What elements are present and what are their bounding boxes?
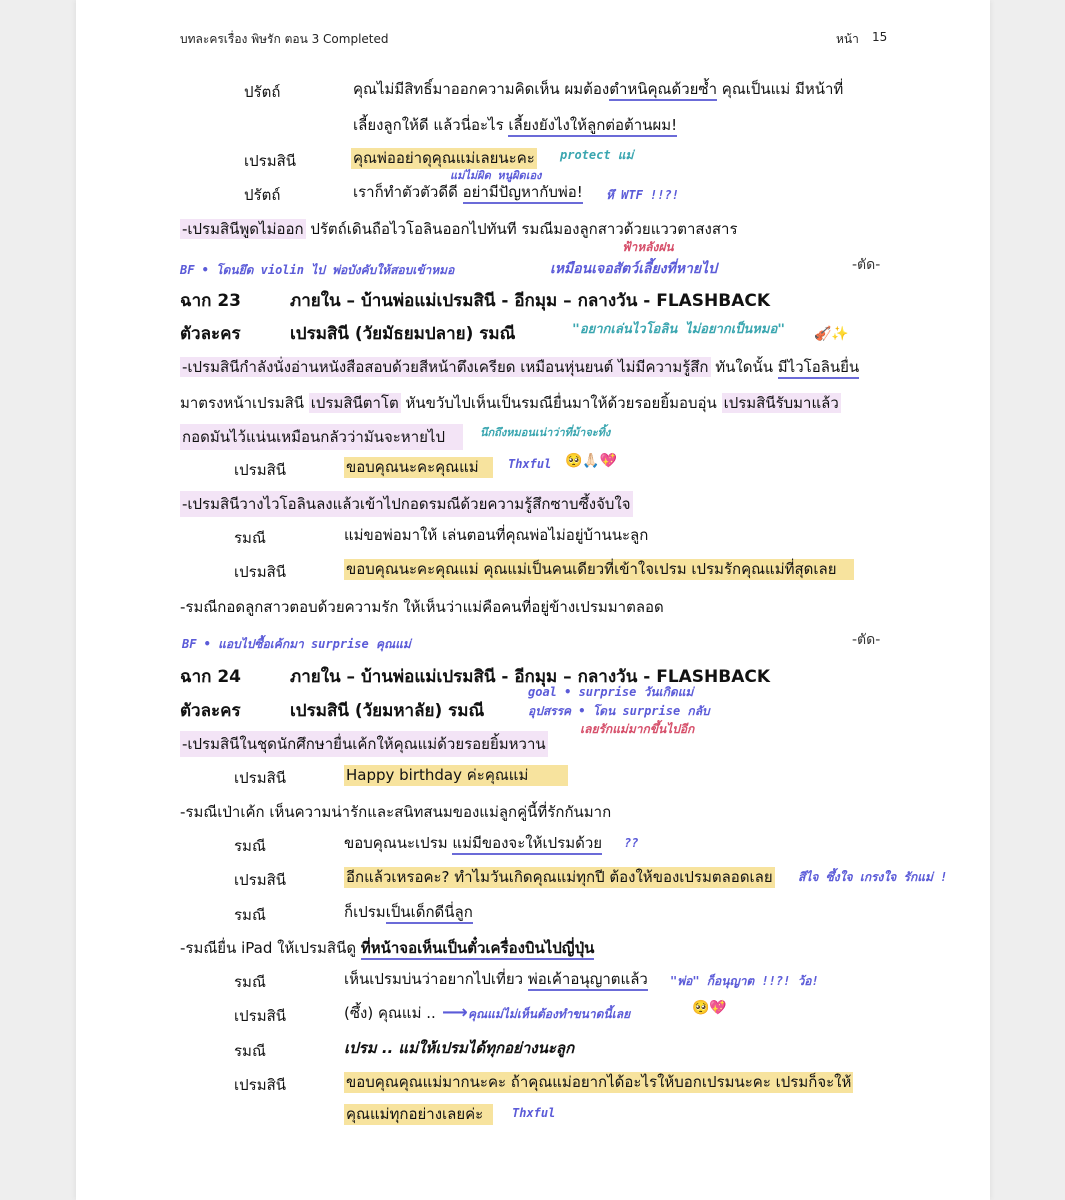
speaker: ปรัตถ์ [244, 83, 281, 101]
speaker: เปรมสินี [244, 152, 297, 170]
action-line: -เปรมสินีในชุดนักศึกษายื่นเค้กให้คุณแม่ด้วยรอยยิ้มหวาน [180, 731, 548, 757]
action-line: -เปรมสินีวางไวโอลินลงแล้วเข้าไปกอดรมณีด้วยความรู้สึกซาบซึ้งจับใจ [180, 491, 633, 517]
dialogue-line: เราก็ทำตัวตัวดีดี อย่ามีปัญหากับพ่อ! [353, 183, 583, 202]
annotation: BF • แอบไปซื้อเค้กมา surprise คุณแม่ [182, 637, 411, 651]
annotation: "พ่อ" ก็อนุญาต !!?! ว้อ! [670, 974, 819, 988]
underlined-text: เลี้ยงยังไงให้ลูกต่อต้านผม! [508, 116, 677, 137]
emoji-group: 🥺🙏🏻💖 [565, 453, 618, 469]
annotation: "อยากเล่นไวโอลิน ไม่อยากเป็นหมอ" [572, 322, 786, 337]
speaker: รมณี [234, 973, 266, 991]
dialogue-highlight: ขอบคุณนะคะคุณแม่ คุณแม่เป็นคนเดียวที่เข้าใจเปรม เปรมรักคุณแม่ที่สุดเลย [344, 559, 854, 580]
document-title: บทละครเรื่อง พิษรัก ตอน 3 Completed [180, 32, 389, 46]
annotation: Thxful [508, 457, 552, 471]
speaker: รมณี [234, 529, 266, 547]
action-line: -เปรมสินีพูดไม่ออก ปรัตถ์เดินถือไวโอลินออกไปทันที รมณีมองลูกสาวด้วยแววตาสงสาร [182, 220, 738, 238]
annotation: protect แม่ [560, 148, 634, 162]
action-line: -เปรมสินีกำลังนั่งอ่านหนังสือสอบด้วยสีหน้าตึงเครียด เหมือนหุ่นยนต์ ไม่มีความรู้สึก ทันใดนั้น มีไวโอลินยื่น [180, 355, 859, 379]
annotation: อุปสรรค • โดน surprise กลับ [528, 704, 710, 718]
speaker: เปรมสินี [234, 871, 287, 889]
dialogue-highlight: ขอบคุณนะคะคุณแม่ [344, 457, 493, 478]
annotation: แม่ไม่ผิด หนูผิดเอง [450, 169, 542, 182]
dialogue-line: แม่ขอพ่อมาให้ เล่นตอนที่คุณพ่อไม่อยู่บ้านนะลูก [344, 526, 649, 544]
speaker: เปรมสินี [234, 1007, 287, 1025]
action-line: -รมณีกอดลูกสาวตอบด้วยความรัก ให้เห็นว่าแม่คือคนที่อยู่ข้างเปรมมาตลอด [180, 598, 664, 616]
annotation: เหมือนเจอสัตว์เลี้ยงที่หายไป [550, 261, 717, 277]
annotation: Thxful [512, 1106, 556, 1120]
annotation: สีไจ ซึ้งใจ เกรงใจ รักแม่ ! [798, 870, 948, 884]
annotation: เลยรักแม่มากขึ้นไปอีก [580, 722, 695, 736]
annotation: ?? [624, 836, 639, 850]
emoji-group: 🥺💖 [692, 1000, 727, 1016]
dialogue-line: เลี้ยงลูกให้ดี แล้วนี่อะไร เลี้ยงยังไงให้ลูกต่อต้านผม! [353, 116, 677, 135]
dialogue-highlight: Happy birthday ค่ะคุณแม่ [344, 765, 568, 786]
action-line: -รมณียื่น iPad ให้เปรมสินีดู ที่หน้าจอเห็นเป็นตั๋วเครื่องบินไปญี่ปุ่น [180, 936, 594, 960]
dialogue-line: คุณไม่มีสิทธิ์มาออกความคิดเห็น ผมต้องตำหนิคุณด้วยซ้ำ คุณเป็นแม่ มีหน้าที่ [353, 80, 843, 99]
speaker: รมณี [234, 1042, 266, 1060]
characters-label: ตัวละคร [180, 701, 241, 721]
dialogue-line: ก็เปรมเป็นเด็กดีนี่ลูก [344, 903, 473, 922]
arrow-icon: ⟶ [442, 1002, 468, 1023]
action-line: กอดมันไว้แน่นเหมือนกลัวว่ามันจะหายไป [180, 424, 463, 450]
dialogue-highlight: คุณแม่ทุกอย่างเลยค่ะ [344, 1104, 493, 1125]
annotation: BF • โดนยึด violin ไป พ่อบังคับให้สอบเข้าหมอ [180, 263, 455, 277]
speaker: รมณี [234, 837, 266, 855]
violin-sparkle-emoji: 🎻✨ [814, 326, 849, 342]
dialogue-line: เห็นเปรมบ่นว่าอยากไปเที่ยว พ่อเค้าอนุญาตแล้ว [344, 970, 648, 989]
scene-heading: ภายใน – บ้านพ่อแม่เปรมสินี - อีกมุม – กลางวัน - FLASHBACK [290, 667, 771, 687]
dialogue-line: (ซึ้ง) คุณแม่ .. [344, 1004, 436, 1022]
dialogue-highlight: คุณพ่ออย่าดุคุณแม่เลยนะคะ [353, 149, 535, 167]
scene-number: ฉาก 24 [180, 667, 241, 687]
page-number: 15 [872, 30, 888, 44]
page-label: หน้า [836, 32, 859, 46]
annotation: goal • surprise วันเกิดแม่ [528, 685, 694, 699]
scene-heading: ภายใน – บ้านพ่อแม่เปรมสินี - อีกมุม – กลางวัน - FLASHBACK [290, 291, 771, 311]
characters-list: เปรมสินี (วัยมหาลัย) รมณี [290, 701, 485, 721]
dialogue-highlight: ขอบคุณคุณแม่มากนะคะ ถ้าคุณแม่อยากได้อะไรให้บอกเปรมนะคะ เปรมก็จะให้ [346, 1073, 852, 1091]
action-line: -รมณีเป่าเค้ก เห็นความน่ารักและสนิทสนมของแม่ลูกคู่นี้ที่รักกันมาก [180, 803, 612, 821]
annotation: นึกถึงหมอนเน่าว่าที่ม้าจะทิ้ง [480, 426, 611, 439]
underlined-text: ตำหนิคุณด้วยซ้ำ [609, 80, 717, 101]
speaker: ปรัตถ์ [244, 186, 281, 204]
dialogue-highlight: อีกแล้วเหรอคะ? ทำไมวันเกิดคุณแม่ทุกปี ต้องให้ของเปรมตลอดเลย [346, 868, 773, 886]
speaker: เปรมสินี [234, 563, 287, 581]
script-page [76, 0, 990, 1200]
scene-number: ฉาก 23 [180, 291, 241, 311]
cut-marker: -ตัด- [852, 257, 881, 273]
dialogue-line: ขอบคุณนะเปรม แม่มีของจะให้เปรมด้วย [344, 834, 602, 853]
speaker: เปรมสินี [234, 461, 287, 479]
speaker: เปรมสินี [234, 769, 287, 787]
characters-list: เปรมสินี (วัยมัธยมปลาย) รมณี [290, 324, 516, 344]
annotation: คุณแม่ไม่เห็นต้องทำขนาดนี้เลย [468, 1007, 631, 1021]
characters-label: ตัวละคร [180, 324, 241, 344]
annotation: ฟ้าหลังฝน [622, 240, 674, 254]
annotation: หึ WTF !!?! [606, 188, 679, 202]
cut-marker: -ตัด- [852, 632, 881, 648]
dialogue-line: เปรม .. แม่ให้เปรมได้ทุกอย่างนะลูก [344, 1039, 575, 1057]
underlined-text: อย่ามีปัญหากับพ่อ! [463, 183, 583, 204]
action-line: มาตรงหน้าเปรมสินี เปรมสินีตาโต หันขวับไปเห็นเป็นรมณียื่นมาให้ด้วยรอยยิ้มอบอุ่น เปรมสินีรับมาแล้ว [180, 394, 839, 412]
speaker: เปรมสินี [234, 1076, 287, 1094]
speaker: รมณี [234, 906, 266, 924]
